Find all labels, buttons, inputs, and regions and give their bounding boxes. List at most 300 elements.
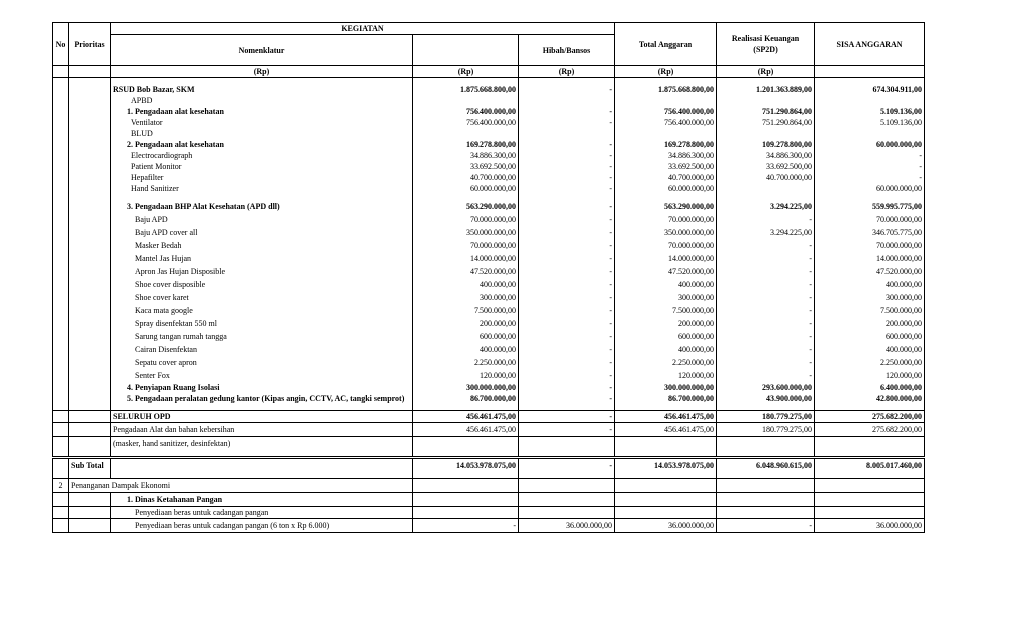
- realisasi-line-1: Realisasi Keuangan: [731, 34, 800, 43]
- cell-prioritas: [69, 84, 111, 95]
- cell-realisasi: -: [717, 519, 815, 533]
- cell-prioritas: [69, 356, 111, 369]
- cell-sisa: 47.520.000,00: [815, 265, 925, 278]
- cell-hibah: -: [519, 411, 615, 423]
- cell-hibah: [519, 95, 615, 106]
- cell-hibah: -: [519, 252, 615, 265]
- cell-sisa: [815, 437, 925, 451]
- cell-no: [53, 139, 69, 150]
- table-row: [53, 161, 925, 172]
- cell-total: 300.000,00: [615, 291, 717, 304]
- cell-no: [53, 278, 69, 291]
- cell-no: [53, 161, 69, 172]
- cell-hibah: [519, 437, 615, 451]
- table-row: [53, 278, 925, 291]
- unit-blank: [53, 66, 69, 78]
- cell-amount: 300.000,00: [413, 291, 519, 304]
- cell-total: 120.000,00: [615, 369, 717, 382]
- cell-hibah: -: [519, 278, 615, 291]
- cell-realisasi: 34.886.300,00: [717, 150, 815, 161]
- cell-total: 563.290.000,00: [615, 200, 717, 213]
- cell-nomenklatur: 3. Pengadaan BHP Alat Kesehatan (APD dll): [111, 200, 413, 213]
- cell-hibah: -: [519, 304, 615, 317]
- cell-prioritas: [69, 291, 111, 304]
- cell-nomenklatur: Shoe cover disposible: [111, 278, 413, 291]
- cell-sisa: 70.000.000,00: [815, 239, 925, 252]
- table-row: [53, 150, 925, 161]
- cell-nomenklatur: Kaca mata google: [111, 304, 413, 317]
- table-row: [53, 437, 925, 451]
- cell-no: [53, 317, 69, 330]
- cell-prioritas: [69, 139, 111, 150]
- cell-total: 300.000.000,00: [615, 382, 717, 393]
- cell-amount: 400.000,00: [413, 278, 519, 291]
- table-row: [53, 95, 925, 106]
- unit-blank: [69, 66, 111, 78]
- cell-prioritas: [69, 411, 111, 423]
- cell-realisasi: 180.779.275,00: [717, 423, 815, 437]
- cell-nomenklatur: Sarung tangan rumah tangga: [111, 330, 413, 343]
- cell-nomenklatur: 1. Dinas Ketahanan Pangan: [111, 493, 413, 507]
- cell-hibah: -: [519, 139, 615, 150]
- table-row: [53, 106, 925, 117]
- cell-nomenklatur: Spray disenfektan 550 ml: [111, 317, 413, 330]
- table-row: [53, 411, 925, 423]
- unit-sisa: [815, 66, 925, 78]
- unit-realisasi: (Rp): [717, 66, 815, 78]
- cell-sisa: 7.500.000,00: [815, 304, 925, 317]
- col-amount-header: [413, 35, 519, 66]
- cell-prioritas: [69, 265, 111, 278]
- table-row: [53, 128, 925, 139]
- cell-hibah: -: [519, 317, 615, 330]
- cell-sisa: 400.000,00: [815, 343, 925, 356]
- cell-hibah: -: [519, 369, 615, 382]
- table-row: [53, 200, 925, 213]
- cell-amount: 563.290.000,00: [413, 200, 519, 213]
- cell-nomenklatur: SELURUH OPD: [111, 411, 413, 423]
- cell-prioritas: [69, 128, 111, 139]
- cell-sisa: 200.000,00: [815, 317, 925, 330]
- cell-hibah: -: [519, 265, 615, 278]
- cell-total: 86.700.000,00: [615, 393, 717, 404]
- cell-sisa: 6.400.000,00: [815, 382, 925, 393]
- cell-sisa: [815, 95, 925, 106]
- cell-prioritas: [69, 437, 111, 451]
- cell-sisa: 14.000.000,00: [815, 252, 925, 265]
- cell-prioritas: [69, 450, 111, 458]
- table-row: [53, 382, 925, 393]
- cell-no: [53, 84, 69, 95]
- cell-amount: 456.461.475,00: [413, 411, 519, 423]
- cell-hibah: -: [519, 183, 615, 194]
- cell-nomenklatur: Cairan Disenfektan: [111, 343, 413, 356]
- cell-prioritas: [69, 369, 111, 382]
- cell-no: [53, 265, 69, 278]
- cell-prioritas: [69, 330, 111, 343]
- cell-no: [53, 239, 69, 252]
- cell-nomenklatur: Penyediaan beras untuk cadangan pangan (6 ton x Rp 6.000): [111, 519, 413, 533]
- cell-no: [53, 356, 69, 369]
- table-row: [53, 479, 925, 493]
- table-row: [53, 507, 925, 519]
- cell-realisasi: [717, 450, 815, 458]
- cell-no: [53, 411, 69, 423]
- cell-nomenklatur: Shoe cover karet: [111, 291, 413, 304]
- cell-nomenklatur: [111, 450, 413, 458]
- cell-realisasi: 180.779.275,00: [717, 411, 815, 423]
- cell-no: [53, 226, 69, 239]
- cell-amount: 456.461.475,00: [413, 423, 519, 437]
- cell-prioritas: [69, 393, 111, 404]
- cell-amount: 350.000.000,00: [413, 226, 519, 239]
- cell-total: 756.400.000,00: [615, 106, 717, 117]
- unit-total: (Rp): [615, 66, 717, 78]
- cell-prioritas: [69, 382, 111, 393]
- cell-realisasi: [717, 128, 815, 139]
- cell-prioritas: [69, 493, 111, 507]
- table-body: [53, 78, 925, 533]
- table-row: [53, 239, 925, 252]
- cell-no: [53, 183, 69, 194]
- cell-hibah: -: [519, 161, 615, 172]
- cell-sisa: -: [815, 172, 925, 183]
- col-nomenklatur-header: Nomenklatur: [111, 35, 413, 66]
- table-row: [53, 139, 925, 150]
- cell-hibah: -: [519, 150, 615, 161]
- cell-sisa: 120.000,00: [815, 369, 925, 382]
- cell-nomenklatur: Senter Fox: [111, 369, 413, 382]
- cell-amount: 400.000,00: [413, 343, 519, 356]
- cell-sisa: [815, 507, 925, 519]
- cell-no: 2: [53, 479, 69, 493]
- cell-sisa: 36.000.000,00: [815, 519, 925, 533]
- cell-hibah: -: [519, 356, 615, 369]
- cell-prioritas: [69, 117, 111, 128]
- cell-prioritas: Sub Total: [69, 458, 111, 473]
- col-total-header: Total Anggaran: [615, 23, 717, 66]
- cell-nomenklatur: [111, 458, 413, 473]
- cell-no: [53, 252, 69, 265]
- cell-total: 400.000,00: [615, 343, 717, 356]
- cell-amount: 60.000.000,00: [413, 183, 519, 194]
- table-row: [53, 183, 925, 194]
- cell-total: [615, 95, 717, 106]
- cell-hibah: -: [519, 393, 615, 404]
- cell-sisa: 559.995.775,00: [815, 200, 925, 213]
- cell-realisasi: [717, 507, 815, 519]
- cell-amount: [413, 450, 519, 458]
- cell-sisa: 8.005.017.460,00: [815, 458, 925, 473]
- cell-total: 47.520.000,00: [615, 265, 717, 278]
- cell-sisa: -: [815, 161, 925, 172]
- cell-realisasi: -: [717, 317, 815, 330]
- cell-realisasi: 6.048.960.615,00: [717, 458, 815, 473]
- cell-hibah: [519, 128, 615, 139]
- cell-total: 34.886.300,00: [615, 150, 717, 161]
- cell-nomenklatur: Electrocardiograph: [111, 150, 413, 161]
- table-row: [53, 458, 925, 473]
- table-row: [53, 252, 925, 265]
- cell-hibah: -: [519, 423, 615, 437]
- cell-prioritas: Penanganan Dampak Ekonomi: [69, 479, 413, 493]
- cell-hibah: -: [519, 200, 615, 213]
- cell-realisasi: -: [717, 356, 815, 369]
- cell-total: 40.700.000,00: [615, 172, 717, 183]
- cell-hibah: -: [519, 291, 615, 304]
- cell-no: [53, 393, 69, 404]
- table-row: [53, 330, 925, 343]
- cell-nomenklatur: APBD: [111, 95, 413, 106]
- cell-amount: 120.000,00: [413, 369, 519, 382]
- cell-nomenklatur: Masker Bedah: [111, 239, 413, 252]
- cell-total: [615, 493, 717, 507]
- cell-amount: 70.000.000,00: [413, 239, 519, 252]
- cell-nomenklatur: Hand Sanitizer: [111, 183, 413, 194]
- table-row: [53, 226, 925, 239]
- col-no-header: No: [53, 23, 69, 66]
- cell-hibah: -: [519, 117, 615, 128]
- cell-realisasi: -: [717, 304, 815, 317]
- cell-prioritas: [69, 519, 111, 533]
- table-row: [53, 265, 925, 278]
- cell-prioritas: [69, 239, 111, 252]
- cell-nomenklatur: 1. Pengadaan alat kesehatan: [111, 106, 413, 117]
- cell-total: [615, 479, 717, 493]
- cell-realisasi: -: [717, 291, 815, 304]
- cell-amount: 600.000,00: [413, 330, 519, 343]
- cell-prioritas: [69, 106, 111, 117]
- cell-no: [53, 200, 69, 213]
- cell-no: [53, 304, 69, 317]
- cell-sisa: 346.705.775,00: [815, 226, 925, 239]
- cell-realisasi: 43.900.000,00: [717, 393, 815, 404]
- cell-nomenklatur: 5. Pengadaan peralatan gedung kantor (Kipas angin, CCTV, AC, tangki semprot): [111, 393, 413, 404]
- cell-amount: [413, 437, 519, 451]
- cell-no: [53, 382, 69, 393]
- cell-prioritas: [69, 423, 111, 437]
- cell-no: [53, 172, 69, 183]
- cell-no: [53, 343, 69, 356]
- table-row: [53, 423, 925, 437]
- budget-table: [52, 22, 925, 533]
- cell-total: 169.278.800,00: [615, 139, 717, 150]
- cell-total: 2.250.000,00: [615, 356, 717, 369]
- cell-sisa: [815, 128, 925, 139]
- cell-sisa: -: [815, 150, 925, 161]
- cell-prioritas: [69, 343, 111, 356]
- cell-no: [53, 128, 69, 139]
- unit-nomenklatur: (Rp): [111, 66, 413, 78]
- cell-hibah: [519, 479, 615, 493]
- cell-sisa: 60.000.000,00: [815, 139, 925, 150]
- cell-prioritas: [69, 278, 111, 291]
- table-row: [53, 369, 925, 382]
- cell-nomenklatur: 2. Pengadaan alat kesehatan: [111, 139, 413, 150]
- cell-realisasi: 3.294.225,00: [717, 200, 815, 213]
- cell-no: [53, 458, 69, 473]
- cell-prioritas: [69, 95, 111, 106]
- cell-realisasi: 40.700.000,00: [717, 172, 815, 183]
- cell-no: [53, 291, 69, 304]
- cell-total: 70.000.000,00: [615, 239, 717, 252]
- cell-sisa: 2.250.000,00: [815, 356, 925, 369]
- cell-realisasi: [717, 437, 815, 451]
- cell-sisa: 5.109.136,00: [815, 117, 925, 128]
- cell-total: [615, 128, 717, 139]
- cell-sisa: 42.800.000,00: [815, 393, 925, 404]
- cell-no: [53, 507, 69, 519]
- cell-realisasi: 3.294.225,00: [717, 226, 815, 239]
- cell-total: 400.000,00: [615, 278, 717, 291]
- cell-amount: 33.692.500,00: [413, 161, 519, 172]
- cell-sisa: [815, 479, 925, 493]
- cell-prioritas: [69, 226, 111, 239]
- cell-hibah: -: [519, 213, 615, 226]
- cell-prioritas: [69, 172, 111, 183]
- cell-amount: 14.053.978.075,00: [413, 458, 519, 473]
- cell-amount: 7.500.000,00: [413, 304, 519, 317]
- cell-realisasi: 109.278.800,00: [717, 139, 815, 150]
- unit-hibah: (Rp): [519, 66, 615, 78]
- cell-prioritas: [69, 507, 111, 519]
- cell-sisa: 300.000,00: [815, 291, 925, 304]
- cell-hibah: -: [519, 458, 615, 473]
- cell-realisasi: [717, 95, 815, 106]
- cell-sisa: 275.682.200,00: [815, 411, 925, 423]
- cell-hibah: -: [519, 239, 615, 252]
- cell-total: 756.400.000,00: [615, 117, 717, 128]
- cell-nomenklatur: (masker, hand sanitizer, desinfektan): [111, 437, 413, 451]
- cell-total: 70.000.000,00: [615, 213, 717, 226]
- cell-prioritas: [69, 183, 111, 194]
- cell-realisasi: [717, 183, 815, 194]
- cell-realisasi: [717, 479, 815, 493]
- cell-realisasi: -: [717, 265, 815, 278]
- cell-total: 456.461.475,00: [615, 411, 717, 423]
- cell-prioritas: [69, 304, 111, 317]
- table-row: [53, 343, 925, 356]
- cell-total: [615, 437, 717, 451]
- cell-total: 60.000.000,00: [615, 183, 717, 194]
- budget-sheet: [52, 22, 924, 533]
- cell-total: 200.000,00: [615, 317, 717, 330]
- cell-no: [53, 369, 69, 382]
- cell-prioritas: [69, 213, 111, 226]
- cell-sisa: 5.109.136,00: [815, 106, 925, 117]
- cell-amount: 2.250.000,00: [413, 356, 519, 369]
- cell-realisasi: -: [717, 213, 815, 226]
- cell-hibah: -: [519, 343, 615, 356]
- cell-amount: 1.875.668.800,00: [413, 84, 519, 95]
- cell-nomenklatur: Baju APD: [111, 213, 413, 226]
- cell-amount: [413, 507, 519, 519]
- cell-no: [53, 330, 69, 343]
- table-row: [53, 213, 925, 226]
- cell-nomenklatur: Hepafilter: [111, 172, 413, 183]
- cell-prioritas: [69, 200, 111, 213]
- cell-amount: -: [413, 519, 519, 533]
- cell-no: [53, 117, 69, 128]
- cell-amount: 14.000.000,00: [413, 252, 519, 265]
- cell-nomenklatur: Ventilator: [111, 117, 413, 128]
- kegiatan-header: KEGIATAN: [111, 23, 615, 35]
- cell-realisasi: -: [717, 330, 815, 343]
- cell-realisasi: 751.290.864,00: [717, 106, 815, 117]
- cell-prioritas: [69, 252, 111, 265]
- table-row: [53, 304, 925, 317]
- cell-realisasi: -: [717, 369, 815, 382]
- realisasi-line-2: (SP2D): [753, 45, 778, 54]
- unit-amount: (Rp): [413, 66, 519, 78]
- cell-no: [53, 493, 69, 507]
- cell-no: [53, 519, 69, 533]
- cell-amount: 70.000.000,00: [413, 213, 519, 226]
- cell-realisasi: 1.201.363.889,00: [717, 84, 815, 95]
- cell-amount: 40.700.000,00: [413, 172, 519, 183]
- cell-nomenklatur: Mantel Jas Hujan: [111, 252, 413, 265]
- cell-sisa: 400.000,00: [815, 278, 925, 291]
- cell-nomenklatur: RSUD Bob Bazar, SKM: [111, 84, 413, 95]
- cell-nomenklatur: Penyediaan beras untuk cadangan pangan: [111, 507, 413, 519]
- cell-amount: 756.400.000,00: [413, 117, 519, 128]
- cell-sisa: 600.000,00: [815, 330, 925, 343]
- cell-total: 1.875.668.800,00: [615, 84, 717, 95]
- cell-amount: 756.400.000,00: [413, 106, 519, 117]
- table-row: [53, 84, 925, 95]
- col-prioritas-header: Prioritas: [69, 23, 111, 66]
- cell-realisasi: [717, 493, 815, 507]
- cell-hibah: [519, 493, 615, 507]
- col-realisasi-header: [717, 23, 815, 66]
- table-row: [53, 393, 925, 404]
- cell-hibah: -: [519, 106, 615, 117]
- cell-realisasi: -: [717, 278, 815, 291]
- cell-nomenklatur: Baju APD cover all: [111, 226, 413, 239]
- cell-realisasi: 33.692.500,00: [717, 161, 815, 172]
- cell-hibah: -: [519, 382, 615, 393]
- cell-no: [53, 95, 69, 106]
- cell-total: [615, 507, 717, 519]
- cell-nomenklatur: Pengadaan Alat dan bahan kebersihan: [111, 423, 413, 437]
- cell-amount: 300.000.000,00: [413, 382, 519, 393]
- cell-no: [53, 437, 69, 451]
- cell-total: 456.461.475,00: [615, 423, 717, 437]
- cell-nomenklatur: 4. Penyiapan Ruang Isolasi: [111, 382, 413, 393]
- cell-no: [53, 150, 69, 161]
- table-row: [53, 519, 925, 533]
- cell-no: [53, 423, 69, 437]
- cell-amount: 200.000,00: [413, 317, 519, 330]
- table-row: [53, 291, 925, 304]
- cell-total: 7.500.000,00: [615, 304, 717, 317]
- cell-hibah: -: [519, 84, 615, 95]
- cell-prioritas: [69, 150, 111, 161]
- cell-sisa: [815, 493, 925, 507]
- cell-realisasi: -: [717, 343, 815, 356]
- table-row: [53, 356, 925, 369]
- cell-amount: [413, 479, 519, 493]
- cell-total: 350.000.000,00: [615, 226, 717, 239]
- cell-realisasi: -: [717, 239, 815, 252]
- cell-amount: 34.886.300,00: [413, 150, 519, 161]
- cell-prioritas: [69, 161, 111, 172]
- cell-sisa: [815, 450, 925, 458]
- cell-total: [615, 450, 717, 458]
- col-sisa-header: SISA ANGGARAN: [815, 23, 925, 66]
- table-row: [53, 117, 925, 128]
- cell-no: [53, 106, 69, 117]
